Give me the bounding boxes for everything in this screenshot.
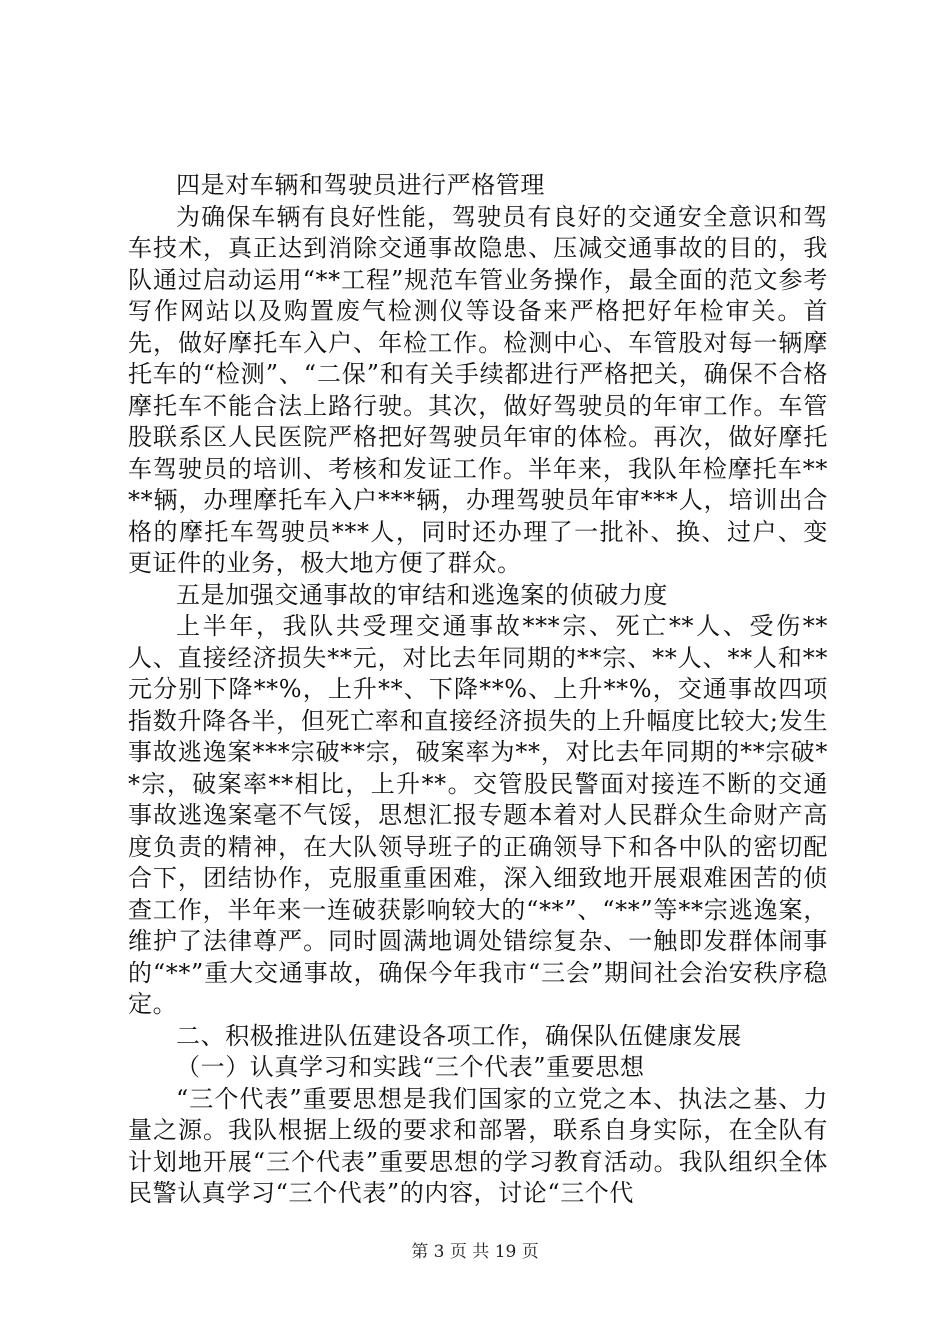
paragraph-accident-investigation: 上半年，我队共受理交通事故***宗、死亡**人、受伤**人、直接经济损失**元，对比去年同期的**宗、**人、**人和**元分别下降**%，上升**、下降**%、上升**%，交通事故四项指数升降各半，但死亡率和直接经济损失的上升幅度比较大;发生事故逃逸案***宗破**宗，破案率为**，对比去年同期的**宗破**宗，破案率**相比，上升**。交管股民警面对接连不断的交通事故逃逸案毫不气馁，思想汇报专题本着对人民群众生命财产高度负责的精神，在大队领导班子的正确领导下和各中队的密切配合下，团结协作，克服重重困难，深入细致地开展艰难困苦的侦查工作，半年来一连破获影响较大的“**”、“**”等**宗逃逸案，维护了法律尊严。同时圆满地调处错综复杂、一触即发群体闹事的“**”重大交通事故，确保今年我市“三会”期间社会治安秩序稳定。: [128, 612, 828, 1018]
document-body: [128, 170, 828, 1210]
subsection-heading-three-represents: （一）认真学习和实践“三个代表”重要思想: [176, 1053, 645, 1081]
section-heading-vehicle-management: 四是对车辆和驾驶员进行严格管理: [176, 171, 545, 199]
paragraph-three-represents: “三个代表”重要思想是我们国家的立党之本、执法之基、力量之源。我队根据上级的要求和部署，联系自身实际，在全队有计划地开展“三个代表”重要思想的学习教育活动。我队组织全体民警认真学习“三个代表”的内容，讨论“三个代: [128, 1084, 828, 1207]
section-heading-team-building: 二、积极推进队伍建设各项工作，确保队伍健康发展: [176, 1021, 742, 1050]
paragraph-vehicle-management: 为确保车辆有良好性能，驾驶员有良好的交通安全意识和驾车技术，真正达到消除交通事故隐患、压减交通事故的目的，我队通过启动运用“**工程”规范车管业务操作，最全面的范文参考写作网站以及购置废气检测仪等设备来严格把好年检审关。首先，做好摩托车入户、年检工作。检测中心、车管股对每一辆摩托车的“检测”、“二保”和有关手续都进行严格把关，确保不合格摩托车不能合法上路行驶。其次，做好驾驶员的年审工作。车管股联系区人民医院严格把好驾驶员年审的体检。再次，做好摩托车驾驶员的培训、考核和发证工作。半年来，我队年检摩托车****辆，办理摩托车入户***辆，办理驾驶员年审***人，培训出合格的摩托车驾驶员***人，同时还办理了一批补、换、过户、变更证件的业务，极大地方便了群众。: [128, 202, 828, 577]
page-number-footer: 第 3 页 共 19 页: [411, 1242, 539, 1262]
section-heading-accident-investigation: 五是加强交通事故的审结和逃逸案的侦破力度: [176, 580, 668, 609]
